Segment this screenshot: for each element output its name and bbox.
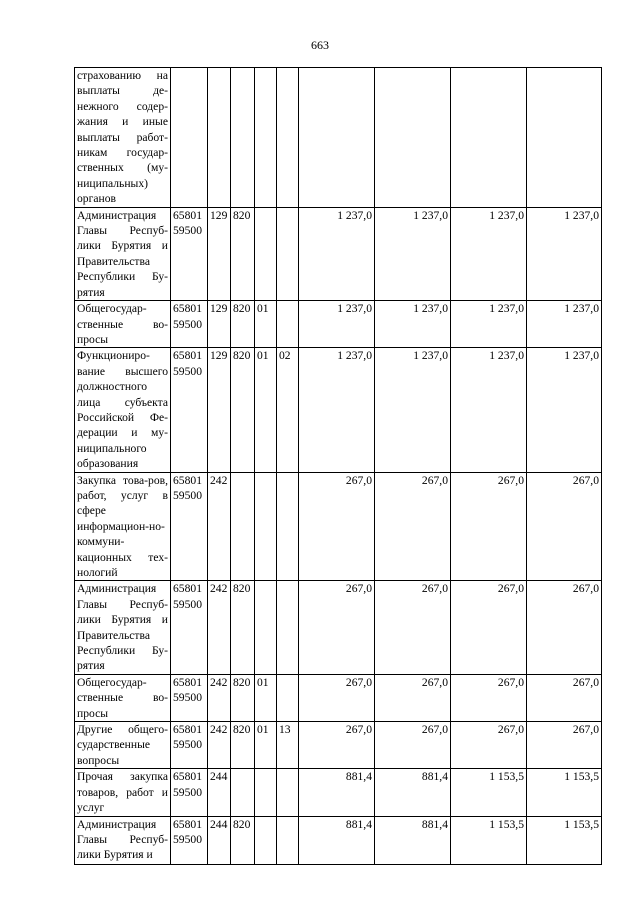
row-code-cell: 65801 59500	[171, 348, 208, 472]
row-amount-3-cell: 1 153,5	[451, 769, 527, 816]
row-section-cell: 01	[255, 674, 277, 721]
row-subsection-cell: 13	[277, 722, 299, 769]
row-ministry-cell: 820	[231, 722, 255, 769]
row-amount-2-cell	[375, 68, 451, 208]
row-section-cell	[255, 207, 277, 300]
row-amount-2-cell: 1 237,0	[375, 207, 451, 300]
row-amount-1-cell: 1 237,0	[299, 207, 375, 300]
row-amount-4-cell: 1 153,5	[527, 769, 602, 816]
row-amount-4-cell: 267,0	[527, 674, 602, 721]
row-amount-2-cell: 881,4	[375, 769, 451, 816]
row-name-cell: Администрация Главы Респуб-лики Бурятия и Правительства Республики Бу-рятия	[75, 207, 171, 300]
table-row	[75, 816, 602, 864]
row-code-cell: 65801 59500	[171, 301, 208, 348]
row-subsection-cell	[277, 816, 299, 864]
row-subsection-cell: 02	[277, 348, 299, 472]
row-code-cell	[171, 68, 208, 208]
budget-table	[74, 67, 602, 865]
row-amount-4-cell: 267,0	[527, 722, 602, 769]
table-row	[75, 472, 602, 581]
row-ministry-cell: 820	[231, 207, 255, 300]
row-section-cell: 01	[255, 348, 277, 472]
table-row	[75, 581, 602, 674]
row-amount-4-cell: 267,0	[527, 472, 602, 581]
row-amount-1-cell: 267,0	[299, 722, 375, 769]
row-subsection-cell	[277, 581, 299, 674]
table-body	[75, 68, 602, 865]
row-amount-4-cell	[527, 68, 602, 208]
row-amount-3-cell: 267,0	[451, 581, 527, 674]
row-section-cell	[255, 472, 277, 581]
row-name-cell: Администрация Главы Респуб-лики Бурятия и	[75, 816, 171, 864]
row-amount-1-cell: 881,4	[299, 769, 375, 816]
row-ministry-cell: 820	[231, 816, 255, 864]
row-expense-type-cell: 244	[208, 816, 231, 864]
row-section-cell	[255, 769, 277, 816]
row-name-cell: Администрация Главы Респуб-лики Бурятия и Правительства Республики Бу-рятия	[75, 581, 171, 674]
row-ministry-cell	[231, 769, 255, 816]
row-subsection-cell	[277, 769, 299, 816]
row-section-cell	[255, 581, 277, 674]
row-section-cell	[255, 68, 277, 208]
row-amount-3-cell: 267,0	[451, 674, 527, 721]
row-amount-2-cell: 1 237,0	[375, 301, 451, 348]
row-amount-3-cell: 1 153,5	[451, 816, 527, 864]
table-row	[75, 68, 602, 208]
row-amount-3-cell: 267,0	[451, 472, 527, 581]
row-amount-3-cell: 1 237,0	[451, 207, 527, 300]
row-expense-type-cell: 242	[208, 722, 231, 769]
row-amount-1-cell: 1 237,0	[299, 301, 375, 348]
row-amount-1-cell: 267,0	[299, 581, 375, 674]
row-ministry-cell	[231, 472, 255, 581]
row-amount-4-cell: 1 237,0	[527, 348, 602, 472]
row-name-cell: Общегосудар-ственные во-просы	[75, 674, 171, 721]
row-amount-1-cell: 1 237,0	[299, 348, 375, 472]
row-code-cell: 65801 59500	[171, 674, 208, 721]
row-name-cell: Прочая закупка товаров, работ и услуг	[75, 769, 171, 816]
row-amount-1-cell: 881,4	[299, 816, 375, 864]
row-section-cell: 01	[255, 301, 277, 348]
table-row	[75, 348, 602, 472]
row-section-cell	[255, 816, 277, 864]
row-amount-2-cell: 267,0	[375, 472, 451, 581]
row-expense-type-cell	[208, 68, 231, 208]
row-amount-3-cell: 1 237,0	[451, 301, 527, 348]
row-ministry-cell: 820	[231, 348, 255, 472]
row-ministry-cell: 820	[231, 301, 255, 348]
row-amount-2-cell: 267,0	[375, 674, 451, 721]
row-subsection-cell	[277, 207, 299, 300]
row-subsection-cell	[277, 674, 299, 721]
table-row	[75, 301, 602, 348]
page-number: 663	[311, 38, 329, 52]
row-amount-2-cell: 267,0	[375, 581, 451, 674]
row-amount-2-cell: 267,0	[375, 722, 451, 769]
row-expense-type-cell: 129	[208, 301, 231, 348]
row-subsection-cell	[277, 68, 299, 208]
row-amount-4-cell: 1 237,0	[527, 207, 602, 300]
row-code-cell: 65801 59500	[171, 816, 208, 864]
row-code-cell: 65801 59500	[171, 722, 208, 769]
table-row	[75, 722, 602, 769]
row-amount-4-cell: 1 237,0	[527, 301, 602, 348]
row-name-cell: Закупка това-ров, работ, услуг в сфере информацион-но-коммуни-кационных тех-нологий	[75, 472, 171, 581]
row-amount-1-cell: 267,0	[299, 674, 375, 721]
row-amount-3-cell: 267,0	[451, 722, 527, 769]
row-code-cell: 65801 59500	[171, 581, 208, 674]
row-code-cell: 65801 59500	[171, 472, 208, 581]
row-expense-type-cell: 242	[208, 581, 231, 674]
row-amount-4-cell: 1 153,5	[527, 816, 602, 864]
row-expense-type-cell: 129	[208, 348, 231, 472]
row-name-cell: страхованию на выплаты де-нежного содер-жания и иные выплаты работ-никам государ-ственных (му-ниципальных) органов	[75, 68, 171, 208]
row-amount-2-cell: 1 237,0	[375, 348, 451, 472]
row-subsection-cell	[277, 472, 299, 581]
row-amount-3-cell: 1 237,0	[451, 348, 527, 472]
table-row	[75, 674, 602, 721]
row-amount-2-cell: 881,4	[375, 816, 451, 864]
row-ministry-cell: 820	[231, 674, 255, 721]
row-expense-type-cell: 244	[208, 769, 231, 816]
row-amount-1-cell: 267,0	[299, 472, 375, 581]
row-expense-type-cell: 242	[208, 472, 231, 581]
row-amount-3-cell	[451, 68, 527, 208]
table-row	[75, 769, 602, 816]
row-amount-4-cell: 267,0	[527, 581, 602, 674]
row-code-cell: 65801 59500	[171, 769, 208, 816]
table-row	[75, 207, 602, 300]
row-name-cell: Функциониро-вание высшего должностного лица субъекта Российской Фе-дерации и му-ниципального образования	[75, 348, 171, 472]
row-amount-1-cell	[299, 68, 375, 208]
row-section-cell: 01	[255, 722, 277, 769]
row-ministry-cell	[231, 68, 255, 208]
row-code-cell: 65801 59500	[171, 207, 208, 300]
row-expense-type-cell: 242	[208, 674, 231, 721]
row-subsection-cell	[277, 301, 299, 348]
row-name-cell: Общегосудар-ственные во-просы	[75, 301, 171, 348]
row-ministry-cell: 820	[231, 581, 255, 674]
row-name-cell: Другие общего-сударственные вопросы	[75, 722, 171, 769]
row-expense-type-cell: 129	[208, 207, 231, 300]
